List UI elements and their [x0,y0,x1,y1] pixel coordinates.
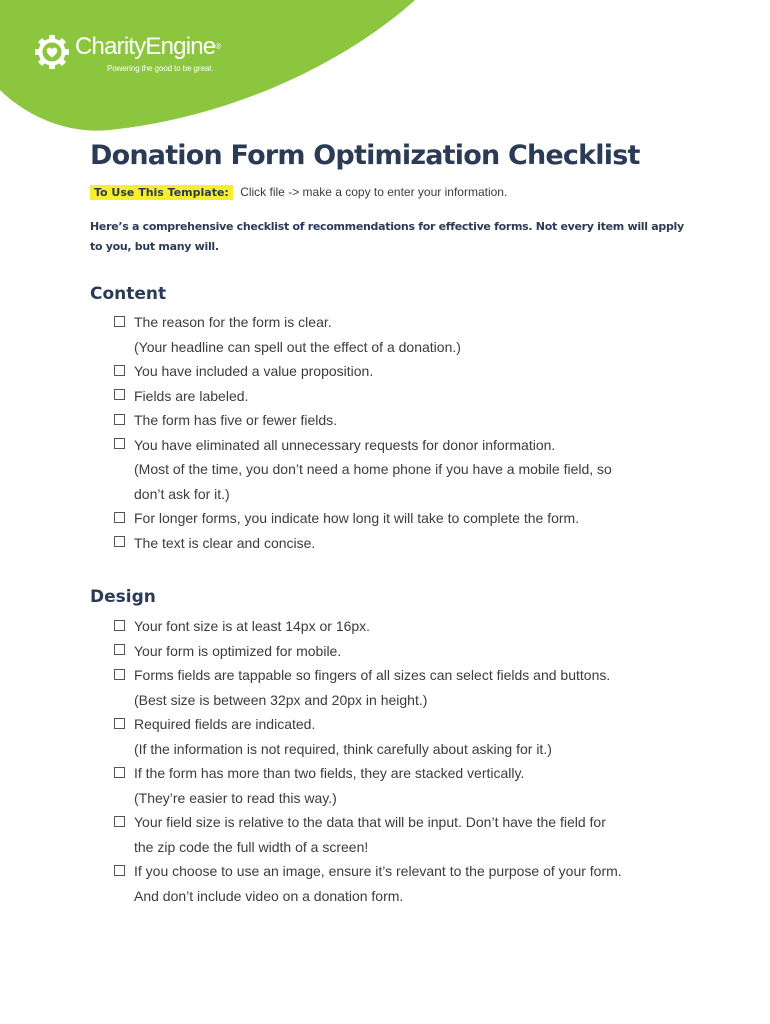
checklist-item [114,506,714,531]
item-line: And don’t include video on a donation form. [134,887,404,904]
item-line: the zip code the full width of a screen! [134,838,369,855]
checkbox[interactable] [114,438,125,449]
charityengine-logo [34,34,220,73]
item-line: Fields are labeled. [134,387,249,404]
checklist-item [114,433,714,507]
item-line: Your font size is at least 14px or 16px. [134,618,371,634]
intro-line: to you, but many will. [90,240,219,253]
registered-mark: ® [215,42,221,51]
item-line: don’t ask for it.) [134,485,230,502]
template-instruction-line [90,185,507,199]
checkbox[interactable] [114,512,125,523]
item-line: You have included a value proposition. [134,363,374,379]
checklist-item [114,712,714,761]
item-line: (They’re easier to read this way.) [134,789,337,806]
checkbox[interactable] [114,620,125,631]
brand-name: CharityEngine® [75,33,221,60]
item-line: Your field size is relative to the data that will be input. Don’t have the field for [134,814,606,830]
checklist-item [114,663,714,712]
checkbox[interactable] [114,718,125,729]
checklist-item [114,359,714,384]
checklist-design [114,614,714,908]
checklist-item [114,408,714,433]
checklist-item [114,531,714,556]
checkbox[interactable] [114,536,125,547]
gear-heart-icon [34,34,70,70]
item-line: Forms fields are tappable so fingers of all sizes can select fields and buttons. [134,667,611,683]
checklist-item [114,384,714,409]
section-heading-design: Design [90,587,156,607]
checklist-item [114,859,714,908]
item-line: (If the information is not required, think carefully about asking for it.) [134,740,552,757]
template-instruction-text: Click file -> make a copy to enter your information. [240,185,508,199]
checkbox[interactable] [114,865,125,876]
item-line: Required fields are indicated. [134,716,316,732]
item-line: If you choose to use an image, ensure it’s relevant to the purpose of your form. [134,863,622,879]
item-line: The reason for the form is clear. [134,314,332,330]
checkbox[interactable] [114,365,125,376]
brand-tagline: Powering the good to be great. [107,64,214,73]
item-line: The text is clear and concise. [134,534,316,551]
checkbox[interactable] [114,316,125,327]
checklist-item [114,761,714,810]
item-line: The form has five or fewer fields. [134,412,338,428]
checklist-content [114,310,714,555]
intro-line: Here’s a comprehensive checklist of recommendations for effective forms. Not every item will apply [90,220,684,233]
checkbox[interactable] [114,414,125,425]
checkbox[interactable] [114,816,125,827]
template-label-highlight: To Use This Template: [90,185,233,200]
item-line: For longer forms, you indicate how long it will take to complete the form. [134,510,580,526]
checklist-item [114,310,714,359]
checkbox[interactable] [114,669,125,680]
item-line: Your form is optimized for mobile. [134,642,342,659]
checkbox[interactable] [114,389,125,400]
checkbox[interactable] [114,644,125,655]
item-line: You have eliminated all unnecessary requests for donor information. [134,436,556,453]
section-heading-content: Content [90,284,167,304]
document-title: Donation Form Optimization Checklist [90,140,640,171]
item-line: If the form has more than two fields, they are stacked vertically. [134,765,525,781]
item-line: (Most of the time, you don’t need a home phone if you have a mobile field, so [134,461,612,477]
checklist-item [114,810,714,859]
intro-paragraph [90,217,684,257]
checklist-item [114,639,714,664]
checklist-item [114,614,714,639]
item-line: (Best size is between 32px and 20px in height.) [134,691,428,708]
item-line: (Your headline can spell out the effect of a donation.) [134,338,461,355]
checkbox[interactable] [114,767,125,778]
